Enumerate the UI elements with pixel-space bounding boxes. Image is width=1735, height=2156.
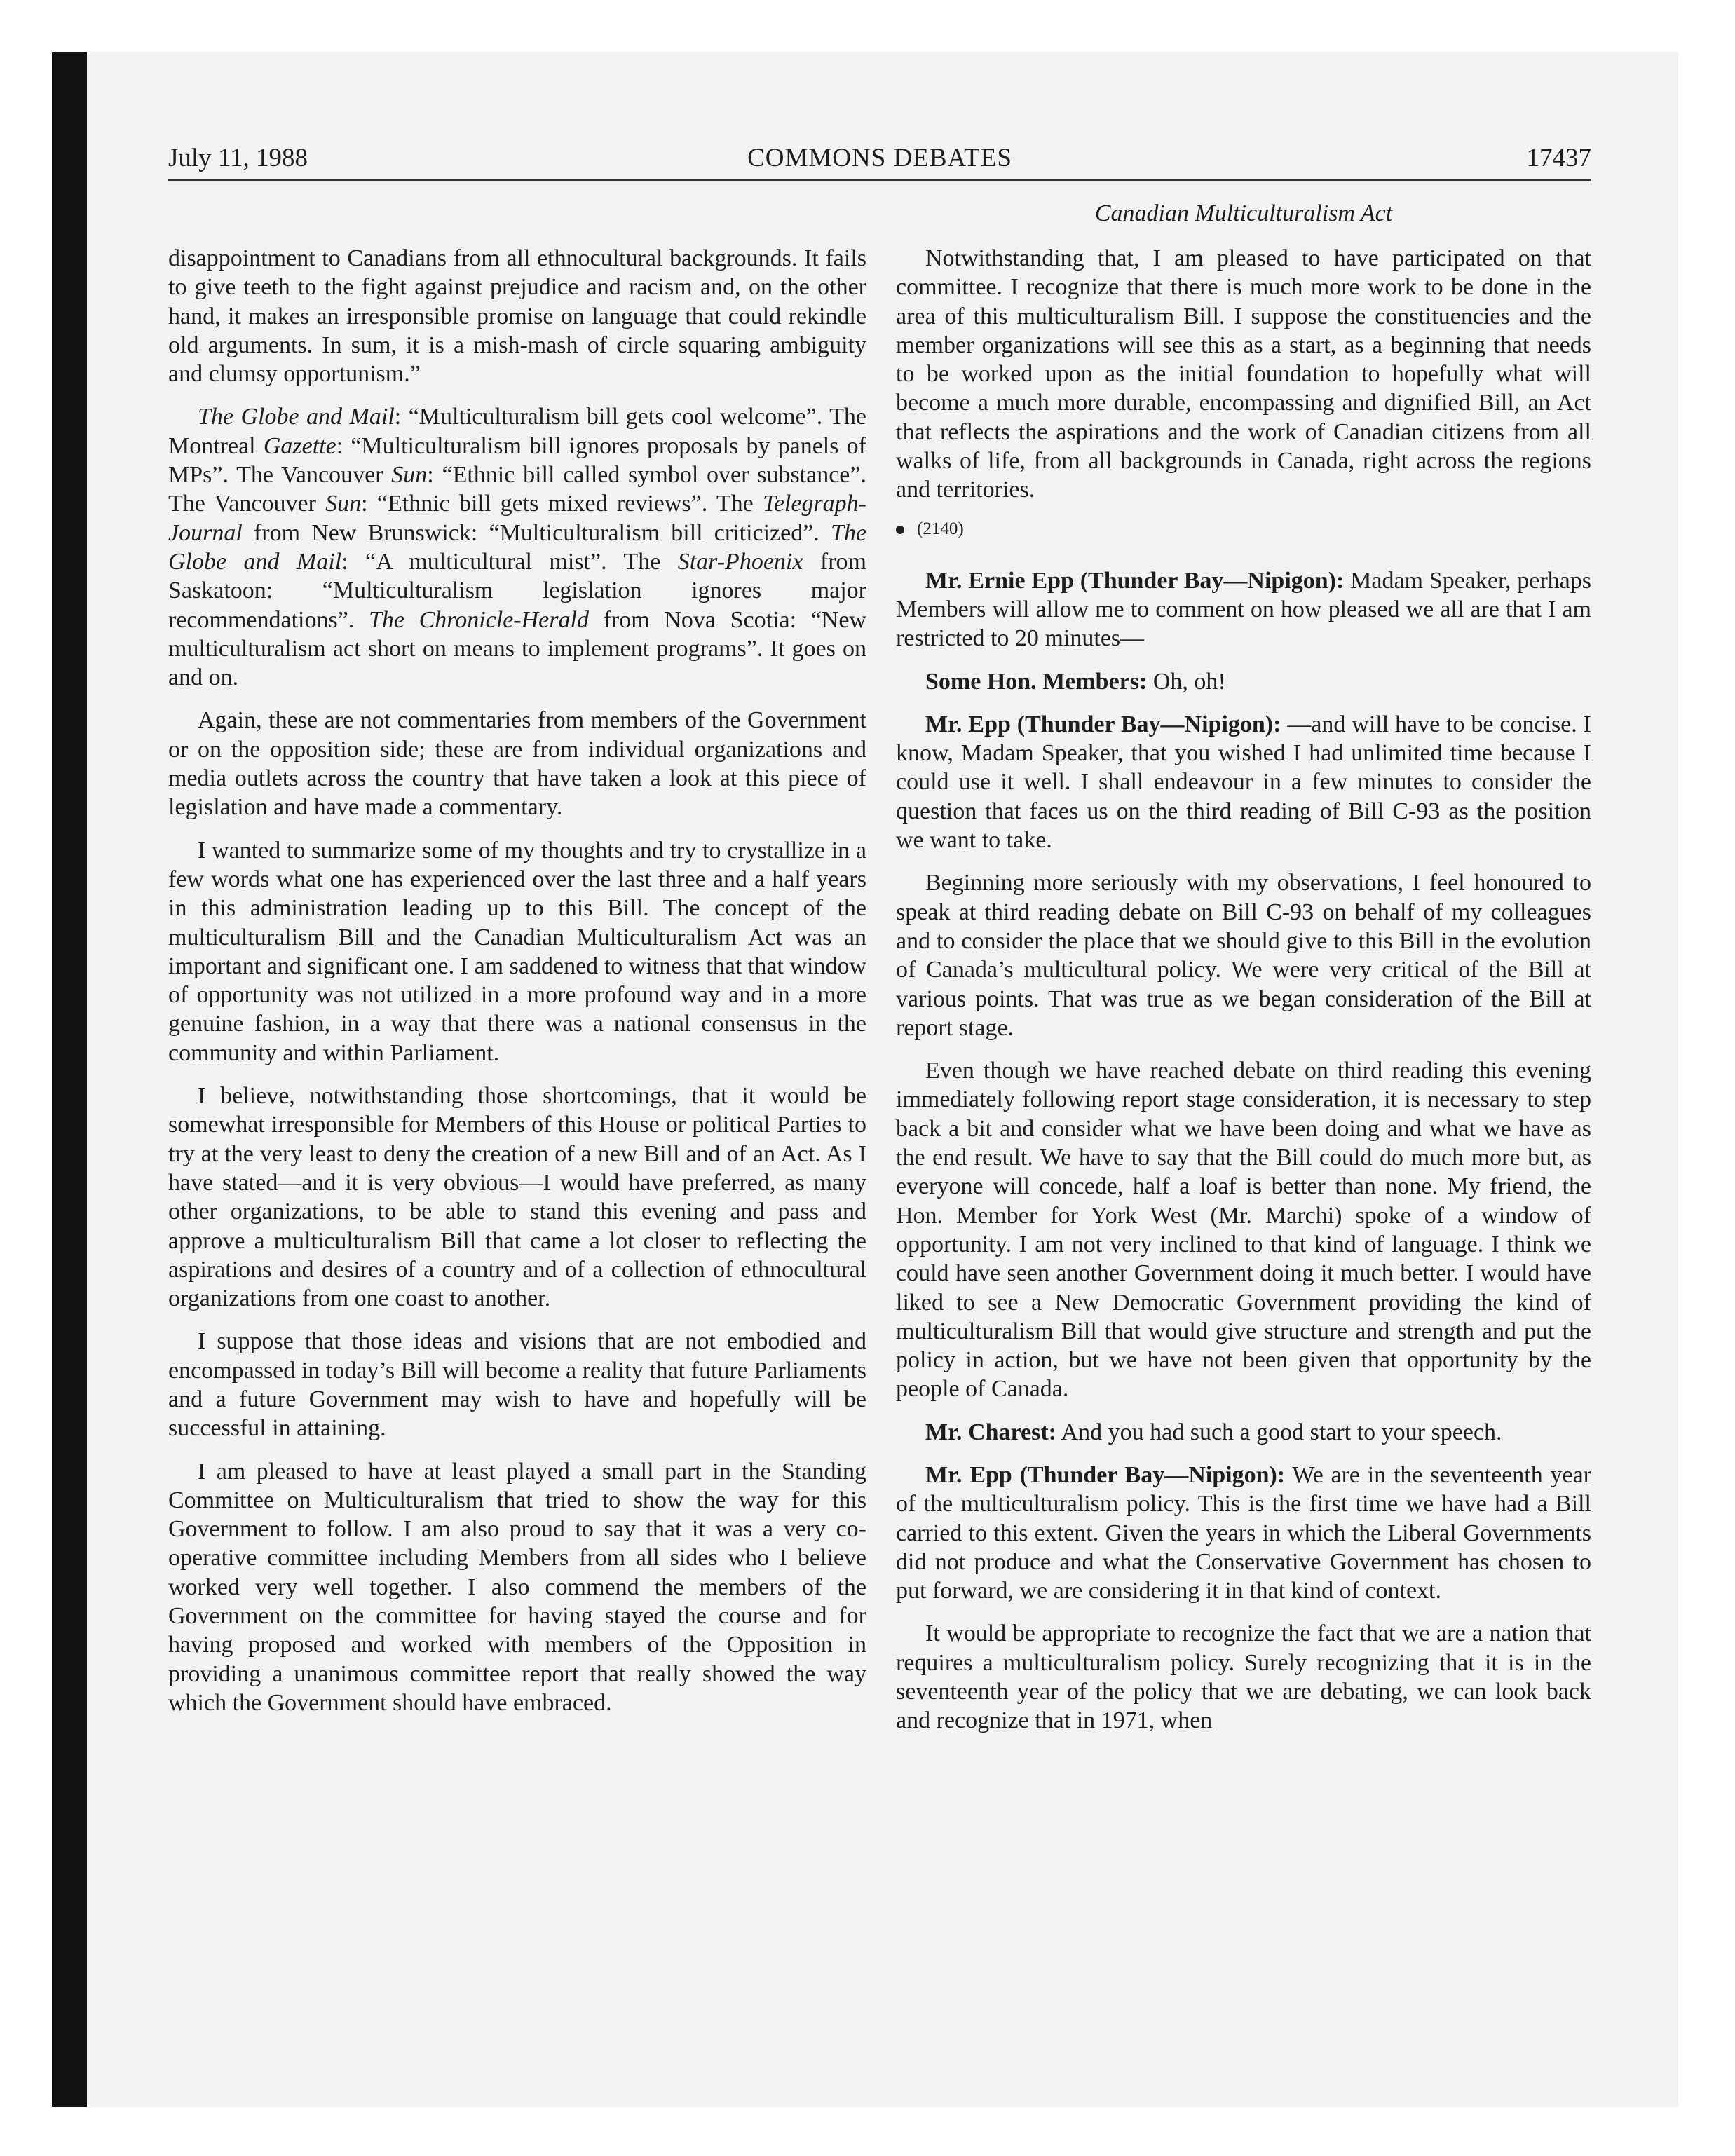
left-column: [168, 244, 866, 1731]
source-name: Star-Phoenix: [677, 548, 803, 575]
speaker-name: Mr. Charest:: [925, 1419, 1056, 1445]
speech-text: We are in the seventeenth year of the multiculturalism policy. This is the first time we have had a Bill carried to this extent. Given the years in which the Liberal Governments did not produce and what the Conservative Government has chosen to put forward, we are considering it in that kind of context.: [896, 1461, 1591, 1604]
source-name: The Globe and Mail: [168, 519, 866, 575]
speaker-name: Mr. Epp (Thunder Bay—Nipigon):: [925, 711, 1281, 737]
quote-text: : “Multiculturalism bill ignores proposals by panels of MPs”. The Vancouver: [168, 432, 866, 489]
source-name: Gazette: [263, 432, 336, 459]
speaker-name: Mr. Ernie Epp (Thunder Bay—Nipigon):: [925, 567, 1345, 594]
quote-text: from New Brunswick: “Multiculturalism bill criticized”.: [242, 519, 831, 546]
speech-text: Madam Speaker, perhaps Members will allow me to comment on how pleased we all are that I am restricted to 20 minutes—: [896, 567, 1591, 652]
header-page-number: 17437: [1526, 144, 1591, 172]
paragraph: I wanted to summarize some of my thoughts and try to crystallize in a few words what one has experienced over the last three and a half years in this administration leading up to this Bill. The concept of the multiculturalism Bill and the Canadian Multiculturalism Act was an important and significant one. I am saddened to witness that that window of opportunity was not utilized in a more profound way and in a more genuine fashion, in a way that there was a national consensus in the community and within Parliament.: [168, 837, 866, 1066]
quote-text: : “Ethnic bill gets mixed reviews”. The: [361, 491, 763, 517]
quote-text: from Nova Scotia: “New multiculturalism act short on means to implement programs”. It goes on and on.: [168, 606, 866, 691]
scan-border: [52, 52, 87, 2107]
source-name: Sun: [391, 462, 428, 489]
paragraph: I believe, notwithstanding those shortcomings, that it would be somewhat irresponsible for Members of this House or political Parties to try at the very least to deny the creation of a new Bill and of an Act. As I have stated—and it is very obvious—I would have preferred, as many other organizations, to be able to stand this evening and pass and approve a multiculturalism Bill that came a lot closer to reflecting the aspirations and desires of a country and of a collection of ethnocultural organizations from one coast to another.: [168, 1083, 866, 1312]
source-name: The Globe and Mail: [198, 404, 395, 430]
paragraph: I suppose that those ideas and visions that are not embodied and encompassed in today’s Bill will become a reality that future Parliaments and a future Government may wish to have and hopefully will be successful in attaining.: [168, 1328, 866, 1442]
paragraph: It would be appropriate to recognize the fact that we are a nation that requires a multiculturalism policy. Surely recognizing that it is in the seventeenth year of the policy that we are debating, we can look back and recognize that in 1971, when: [896, 1621, 1591, 1734]
page-header: [168, 140, 1591, 181]
source-name: Telegraph-Journal: [168, 491, 867, 546]
paragraph-speech: [896, 1418, 1591, 1447]
quote-text: : “A multicultural mist”. The: [341, 548, 678, 575]
paragraph-speech: [896, 710, 1591, 854]
source-name: Sun: [325, 491, 362, 517]
header-title: COMMONS DEBATES: [747, 144, 1012, 172]
source-name: The Chronicle-Herald: [368, 606, 589, 633]
paragraph: Again, these are not commentaries from members of the Government or on the opposition side; these are from individual organizations and media outlets across the country that have taken a look at this piece of legislation and have made a commentary.: [168, 707, 866, 821]
quote-text: from Saskatoon: “Multiculturalism legislation ignores major recommendations”.: [168, 548, 866, 633]
speech-text: —and will have to be concise. I know, Madam Speaker, that you wished I had unlimited time because I could use it well. I shall endeavour in a few minutes to consider the question that faces us on the third reading of Bill C-93 as the position we want to take.: [896, 711, 1591, 854]
speaker-name: Mr. Epp (Thunder Bay—Nipigon):: [925, 1461, 1286, 1488]
header-date: July 11, 1988: [168, 144, 308, 172]
paragraph-press-quotes: [168, 402, 866, 692]
paragraph-speech: [896, 566, 1591, 653]
timestamp: (2140): [917, 519, 964, 538]
paragraph: Beginning more seriously with my observations, I feel honoured to speak at third reading debate on Bill C-93 on behalf of my colleagues and to consider the place that we should give to this Bill in the evolution of Canada’s multicultural policy. We were very critical of the Bill at various points. That was true as we began consideration of the Bill at report stage.: [896, 870, 1591, 1041]
timestamp-marker: [896, 519, 1591, 540]
paragraph: I am pleased to have at least played a small part in the Standing Committee on Multiculturalism that tried to show the way for this Government to follow. I am also proud to say that it was a very co-operative committee including Members from all sides who I believe worked very well together. I also commend the members of the Government on the committee for having stayed the course and for having proposed and worked with members of the Opposition in providing a unanimous committee report that really showed the way which the Government should have embraced.: [168, 1458, 866, 1716]
paragraph: disappointment to Canadians from all ethnocultural backgrounds. It fails to give teeth to the fight against prejudice and racism and, on the other hand, it makes an irresponsible promise on language that could rekindle old arguments. In sum, it is a mish-mash of circle squaring ambiguity and clumsy opportunism.”: [168, 245, 866, 388]
running-head: Canadian Multiculturalism Act: [1094, 200, 1393, 226]
paragraph-speech: [896, 667, 1591, 696]
speaker-name: Some Hon. Members:: [925, 668, 1148, 695]
paragraph-speech: [896, 1461, 1591, 1605]
right-column: [896, 244, 1591, 1749]
speech-text: Oh, oh!: [1147, 668, 1226, 695]
quote-text: : “Multiculturalism bill gets cool welcome”. The Montreal: [168, 404, 866, 459]
paragraph: Even though we have reached debate on third reading this evening immediately following report stage consideration, it is necessary to step back a bit and consider what we have been doing and what we have as the end result. We have to say that the Bill could do much more but, as everyone will concede, half a loaf is better than none. My friend, the Hon. Member for York West (Mr. Marchi) spoke of a window of opportunity. I am not very inclined to that kind of language. I think we could have seen another Government doing it much better. I would have liked to see a New Democratic Government providing the kind of multiculturalism Bill that would give structure and strength and put the policy in action, but we have not been given that opportunity by the people of Canada.: [896, 1058, 1591, 1403]
speech-text: And you had such a good start to your speech.: [1056, 1419, 1502, 1445]
bullet-icon: [896, 526, 904, 534]
paragraph: Notwithstanding that, I am pleased to have participated on that committee. I recognize that there is much more work to be done in the area of this multiculturalism Bill. I suppose the constituencies and the member organizations will see this as a start, as a beginning that needs to be worked upon as the initial foundation to hopefully what will become a much more durable, encompassing and dignified Bill, an Act that reflects the aspirations and the work of Canadian citizens from all walks of life, from all backgrounds in Canada, right across the regions and territories.: [896, 245, 1591, 503]
quote-text: : “Ethnic bill called symbol over substance”. The Vancouver: [168, 462, 866, 517]
